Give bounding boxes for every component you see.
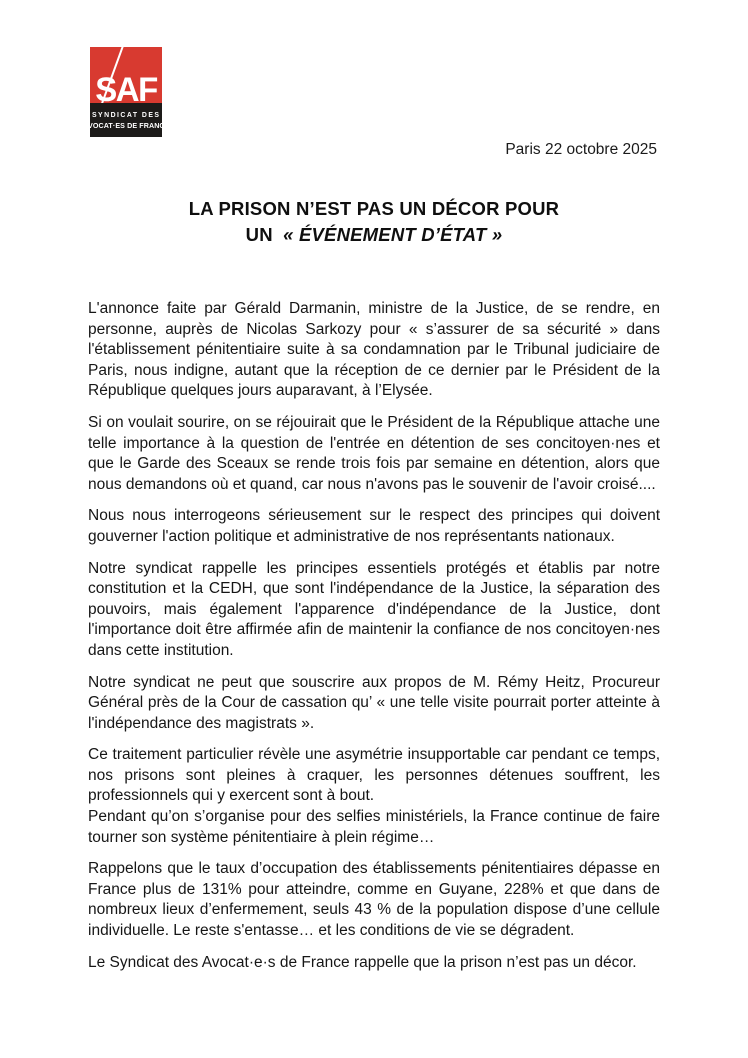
paragraph-statistiques: Rappelons que le taux d’occupation des établissements pénitentiaires dépasse en France plus de 131% pour atteindre, comme en Guyane, 228% et que dans de nombreux lieux d’enfermement, seuls 43 % de la population dispose d’une cellule individuelle. Le reste s'entasse… et les conditions de vie se dégradent.	[88, 860, 660, 940]
saf-logo-red-square	[90, 47, 162, 103]
page-title-line2	[0, 222, 748, 248]
paragraph-announcement: L'annonce faite par Gérald Darmanin, ministre de la Justice, de se rendre, en personne, auprès de Nicolas Sarkozy pour « s’assurer de sa sécurité » dans l'établissement pénitentiaire suite à sa condamnation par le Tribunal judiciaire de Paris, nous indigne, autant que la réception de ce dernier par le Président de la République quelques jours auparavant, à l’Elysée.	[88, 300, 660, 400]
logo-subtitle-line2: AVOCAT·ES DE FRANCE	[82, 121, 170, 130]
page-title-line2-plain: UN	[245, 224, 273, 245]
page-title-line2-emphasis: « ÉVÉNEMENT D’ÉTAT »	[283, 224, 503, 245]
page-title-line1: LA PRISON N’EST PAS UN DÉCOR POUR	[188, 198, 560, 219]
saf-logo-black-band	[82, 103, 170, 137]
document-body	[88, 299, 660, 984]
paragraph-selfies: Pendant qu’on s’organise pour des selfies ministériels, la France continue de faire tourner son système pénitentiaire à plein régime…	[88, 808, 660, 846]
logo-acronym: SAF	[95, 69, 157, 103]
saf-logo	[82, 47, 170, 137]
dateline: Paris 22 octobre 2025	[505, 141, 657, 158]
page-title	[0, 196, 748, 248]
paragraph-principes: Notre syndicat rappelle les principes essentiels protégés et établis par notre constitution et la CEDH, que sont l'indépendance de la Justice, la séparation des pouvoirs, mais également l'apparence d'indépendance de la Justice, dont l'importance doit être affirmée afin de maintenir la confiance de nos concitoyen·nes dans cette institution.	[88, 559, 660, 659]
paragraph-interrogation: Nous nous interrogeons sérieusement sur le respect des principes qui doivent gouverner l'action politique et administrative de nos représentants nationaux.	[88, 507, 660, 545]
logo-subtitle-line1: SYNDICAT DES	[91, 110, 161, 119]
paragraph-asymetrie: Ce traitement particulier révèle une asymétrie insupportable car pendant ce temps, nos prisons sont pleines à craquer, les personnes détenues souffrent, les professionnels qui y exercent sont à bout.	[88, 746, 660, 805]
paragraph-sourire: Si on voulait sourire, on se réjouirait que le Président de la République attache une telle importance à la question de l'entrée en détention de ses concitoyen·nes et que le Garde des Sceaux se rende trois fois par semaine en détention, alors que nous demandons où et quand, car nous n'avons pas le souvenir de l'avoir croisé....	[88, 413, 660, 493]
paragraph-heitz-quote: Notre syndicat ne peut que souscrire aux propos de M. Rémy Heitz, Procureur Général près de la Cour de cassation qu’ « une telle visite pourrait porter atteinte à l'indépendance des magistrats ».	[88, 673, 660, 732]
paragraph-conclusion: Le Syndicat des Avocat·e·s de France rappelle que la prison n’est pas un décor.	[88, 953, 637, 971]
